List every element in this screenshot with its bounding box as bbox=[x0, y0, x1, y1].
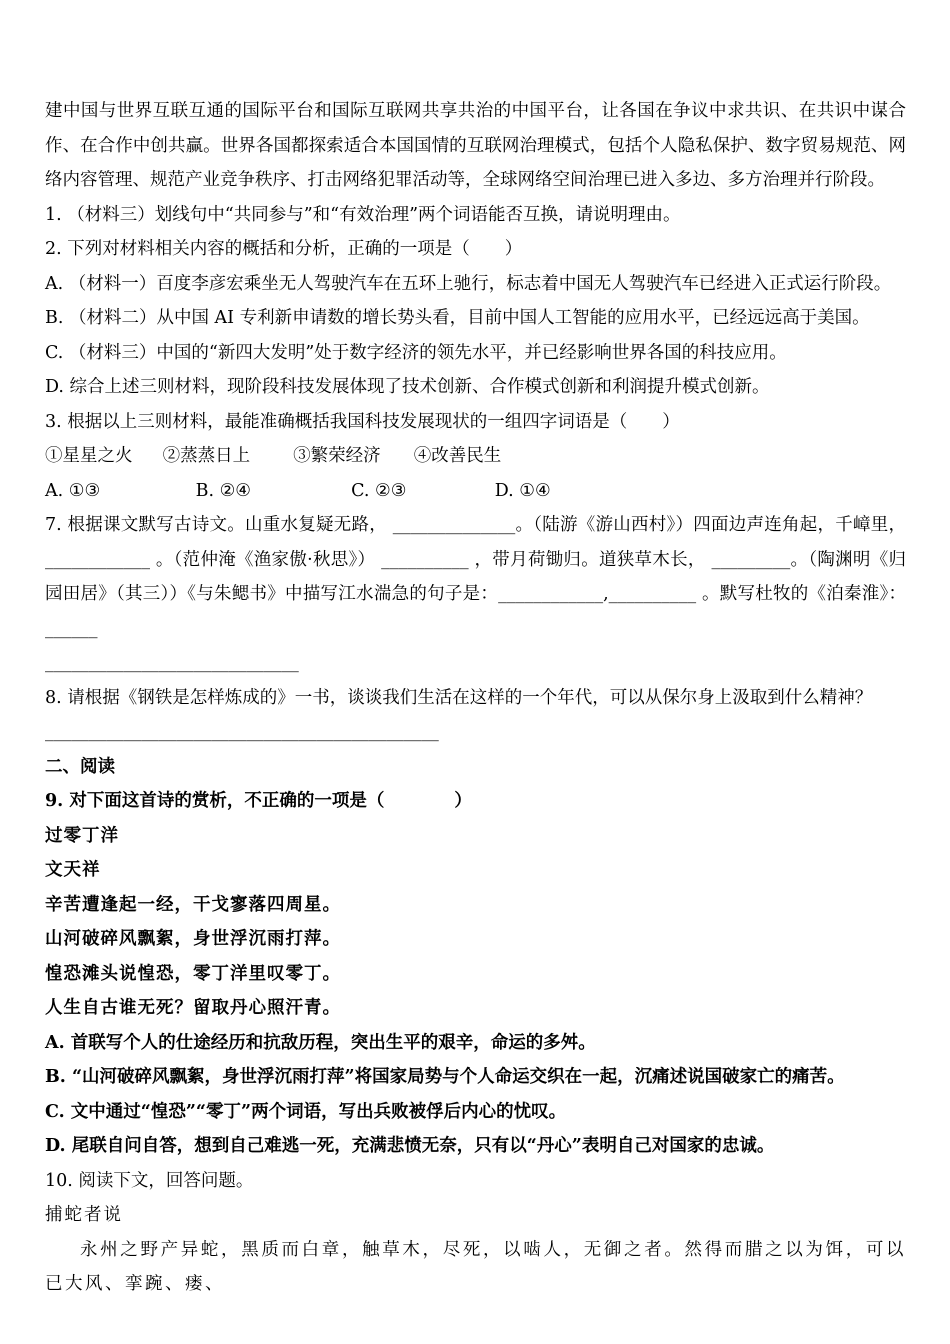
question-2: 2. 下列对材料相关内容的概括和分析，正确的一项是（ ） bbox=[45, 239, 523, 259]
poem-line-1: 辛苦遭逢起一经，干戈寥落四周星。 bbox=[45, 894, 341, 915]
poem-line-4: 人生自古谁无死？留取丹心照汗青。 bbox=[45, 998, 341, 1018]
question-9-option-b: B. “山河破碎风飘絮，身世浮沉雨打萍”将国家局势与个人命运交织在一起，沉痛述说国破家亡的痛苦。 bbox=[45, 1067, 845, 1087]
section-2-title: 二、阅读 bbox=[45, 756, 115, 777]
question-3-item-2: ②蒸蒸日上 bbox=[162, 446, 251, 466]
question-8-answer-blank: _____________________________________________ bbox=[45, 722, 439, 742]
question-2-option-d: D. 综合上述三则材料，现阶段科技发展体现了技术创新、合作模式创新和利润提升模式创新。 bbox=[45, 377, 770, 397]
poem-author: 文天祥 bbox=[45, 860, 101, 880]
passage-text: 永州之野产异蛇，黑质而白章，触草木，尽死，以啮人，无御之者。然得而腊之以为饵，可以已大风、挛踠、瘘、 bbox=[45, 1239, 906, 1294]
question-3-options bbox=[45, 474, 906, 509]
question-9-option-d: D. 尾联自问自答，想到自己难逃一死，充满悲愤无奈，只有以“丹心”表明自己对国家的忠诚。 bbox=[45, 1136, 775, 1156]
poem-line-2: 山河破碎风飘絮，身世浮沉雨打萍。 bbox=[45, 929, 341, 949]
question-3-item-3: ③繁荣经济 bbox=[293, 446, 381, 466]
question-7-answer-blank: _____________________________ bbox=[45, 653, 299, 673]
question-7: 7. 根据课文默写古诗文。山重水复疑无路， ______________。（陆游《游山西村》）四面边声连角起，千嶂里，____________ 。（范仲淹《渔家傲·秋思》） __________ ，带月荷锄归。道狭草木长， _________。（陶渊明《归园田居》（其三））《与朱鳃书》中描写江水湍急的句子是：____________,__________ 。默写杜牧的《泊秦淮》：______ bbox=[45, 515, 906, 639]
question-3-option-b: B. ②④ bbox=[195, 480, 251, 501]
passage-title: 捕蛇者说 bbox=[45, 1205, 123, 1225]
question-3-item-1: ①星星之火 bbox=[45, 446, 133, 466]
page-content bbox=[45, 94, 906, 1302]
question-8: 8. 请根据《钢铁是怎样炼成的》一书，谈谈我们生活在这样的一个年代，可以从保尔身上汲取到什么精神？ bbox=[45, 687, 873, 708]
poem-line-3: 惶恐滩头说惶恐，零丁洋里叹零丁。 bbox=[45, 963, 341, 984]
question-1: 1. （材料三）划线句中“共同参与”和“有效治理”两个词语能否互换，请说明理由。 bbox=[45, 204, 681, 225]
question-9-option-c: C. 文中通过“惶恐”“零丁”两个词语，写出兵败被俘后内心的忧叹。 bbox=[45, 1101, 567, 1122]
question-3-item-4: ④改善民生 bbox=[413, 446, 502, 466]
question-3-option-d: D. ①④ bbox=[494, 480, 551, 501]
question-10: 10. 阅读下文，回答问题。 bbox=[45, 1170, 254, 1191]
question-3: 3. 根据以上三则材料，最能准确概括我国科技发展现状的一组四字词语是（ ） bbox=[45, 411, 680, 432]
question-9-option-a: A. 首联写个人的仕途经历和抗敌历程，突出生平的艰辛，命运的多舛。 bbox=[45, 1032, 596, 1053]
poem-title: 过零丁洋 bbox=[45, 825, 119, 846]
intro-paragraph: 建中国与世界互联互通的国际平台和国际互联网共享共治的中国平台，让各国在争议中求共识、在共识中谋合作、在合作中创共赢。世界各国都探索适合本国国情的互联网治理模式，包括个人隐私保护、数字贸易规范、网络内容管理、规范产业竞争秩序、打击网络犯罪活动等，全球网络空间治理已进入多边、多方治理并行阶段。 bbox=[45, 101, 906, 190]
question-3-option-c: C. ②③ bbox=[351, 480, 407, 501]
question-3-items bbox=[45, 439, 906, 474]
question-2-option-a: A. （材料一）百度李彦宏乘坐无人驾驶汽车在五环上驰行，标志着中国无人驾驶汽车已经进入正式运行阶段。 bbox=[45, 273, 892, 294]
question-2-option-b: B. （材料二）从中国 AI 专利新申请数的增长势头看，目前中国人工智能的应用水平，已经远远高于美国。 bbox=[45, 308, 870, 328]
question-3-option-a: A. ①③ bbox=[45, 480, 101, 501]
question-2-option-c: C. （材料三）中国的“新四大发明”处于数字经济的领先水平，并已经影响世界各国的科技应用。 bbox=[45, 342, 787, 363]
question-9: 9. 对下面这首诗的赏析，不正确的一项是（ ） bbox=[45, 791, 472, 811]
